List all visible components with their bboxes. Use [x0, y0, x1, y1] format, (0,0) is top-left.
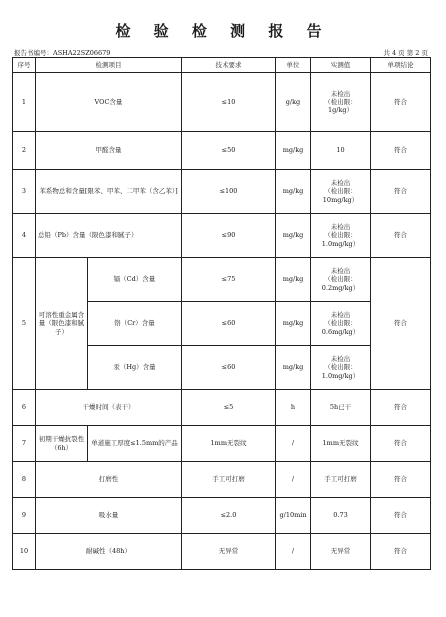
header-measured: 实测值 [311, 58, 371, 73]
row-item: 打磨性 [36, 462, 182, 498]
table-row [13, 132, 431, 170]
row-requirement: 无异常 [182, 534, 276, 570]
row-unit: g/kg [276, 73, 311, 132]
row-measured: 5h已干 [311, 390, 371, 426]
row-measured: 手工可打磨 [311, 462, 371, 498]
row-unit: / [276, 462, 311, 498]
row-conclusion: 符合 [371, 462, 431, 498]
row-item: 干燥时间（表干） [36, 390, 182, 426]
table-header-row [13, 58, 431, 73]
row-no: 4 [13, 214, 36, 258]
row-conclusion: 符合 [371, 170, 431, 214]
row-item: 可溶性重金属含量（限色漆和腻子） [36, 258, 88, 390]
table-row [13, 258, 431, 302]
report-number: 报告书编号：ASHA22SZ06679 [14, 49, 111, 57]
row-item: 苯系物总和含量[限苯、甲苯、二甲苯（含乙苯）] [36, 170, 182, 214]
row-requirement: ≤60 [182, 346, 276, 390]
row-no: 6 [13, 390, 36, 426]
row-measured: 1mm无裂纹 [311, 426, 371, 462]
row-requirement: ≤90 [182, 214, 276, 258]
table-row [13, 534, 431, 570]
row-unit: mg/kg [276, 302, 311, 346]
row-measured: 未检出 （检出限： 10mg/kg） [311, 170, 371, 214]
row-no: 9 [13, 498, 36, 534]
table-row [13, 214, 431, 258]
row-item: 吸水量 [36, 498, 182, 534]
row-requirement: ≤2.0 [182, 498, 276, 534]
row-requirement: ≤50 [182, 132, 276, 170]
page-indicator: 共 4 页 第 2 页 [383, 49, 428, 57]
row-requirement: ≤100 [182, 170, 276, 214]
row-unit: / [276, 534, 311, 570]
row-conclusion: 符合 [371, 426, 431, 462]
row-unit: mg/kg [276, 132, 311, 170]
row-no: 5 [13, 258, 36, 390]
row-unit: mg/kg [276, 214, 311, 258]
sub-item: 镉（Cd）含量 [88, 258, 182, 302]
row-measured: 0.73 [311, 498, 371, 534]
row-conclusion: 符合 [371, 258, 431, 390]
row-measured: 未检出 （检出限： 0.6mg/kg） [311, 302, 371, 346]
row-item: 甲醛含量 [36, 132, 182, 170]
header-no: 序号 [13, 58, 36, 73]
row-no: 3 [13, 170, 36, 214]
row-unit: mg/kg [276, 258, 311, 302]
sub-item: 单道施工厚度≤1.5mm的产品 [88, 426, 182, 462]
table-row [13, 73, 431, 132]
header-requirement: 技术要求 [182, 58, 276, 73]
row-item: 初期干燥抗裂性（6h） [36, 426, 88, 462]
inspection-table [12, 57, 431, 570]
row-no: 7 [13, 426, 36, 462]
header-item: 检测项目 [36, 58, 182, 73]
row-conclusion: 符合 [371, 214, 431, 258]
row-measured: 未检出 （检出限： 0.2mg/kg） [311, 258, 371, 302]
row-measured: 未检出 （检出限： 1.0mg/kg） [311, 346, 371, 390]
row-unit: / [276, 426, 311, 462]
row-conclusion: 符合 [371, 390, 431, 426]
row-item: 总铅（Pb）含量（限色漆和腻子） [36, 214, 182, 258]
table-row [13, 462, 431, 498]
row-conclusion: 符合 [371, 73, 431, 132]
row-no: 2 [13, 132, 36, 170]
row-item: VOC含量 [36, 73, 182, 132]
row-conclusion: 符合 [371, 534, 431, 570]
row-unit: h [276, 390, 311, 426]
table-row [13, 498, 431, 534]
row-conclusion: 符合 [371, 498, 431, 534]
row-requirement: 1mm无裂纹 [182, 426, 276, 462]
table-row [13, 390, 431, 426]
row-no: 1 [13, 73, 36, 132]
row-no: 8 [13, 462, 36, 498]
row-conclusion: 符合 [371, 132, 431, 170]
header-conclusion: 单项结论 [371, 58, 431, 73]
row-no: 10 [13, 534, 36, 570]
row-requirement: 手工可打磨 [182, 462, 276, 498]
sub-item: 铬（Cr）含量 [88, 302, 182, 346]
row-requirement: ≤5 [182, 390, 276, 426]
row-requirement: ≤75 [182, 258, 276, 302]
row-measured: 10 [311, 132, 371, 170]
sub-item: 汞（Hg）含量 [88, 346, 182, 390]
row-measured: 未检出 （检出限： 1g/kg） [311, 73, 371, 132]
row-requirement: ≤60 [182, 302, 276, 346]
row-item: 耐碱性（48h） [36, 534, 182, 570]
table-row [13, 170, 431, 214]
row-requirement: ≤10 [182, 73, 276, 132]
table-row [13, 426, 431, 462]
report-title: 检 验 检 测 报 告 [115, 22, 331, 40]
row-measured: 无异常 [311, 534, 371, 570]
row-unit: mg/kg [276, 346, 311, 390]
header-unit: 单位 [276, 58, 311, 73]
row-unit: g/10min [276, 498, 311, 534]
row-measured: 未检出 （检出限： 1.0mg/kg） [311, 214, 371, 258]
row-unit: mg/kg [276, 170, 311, 214]
